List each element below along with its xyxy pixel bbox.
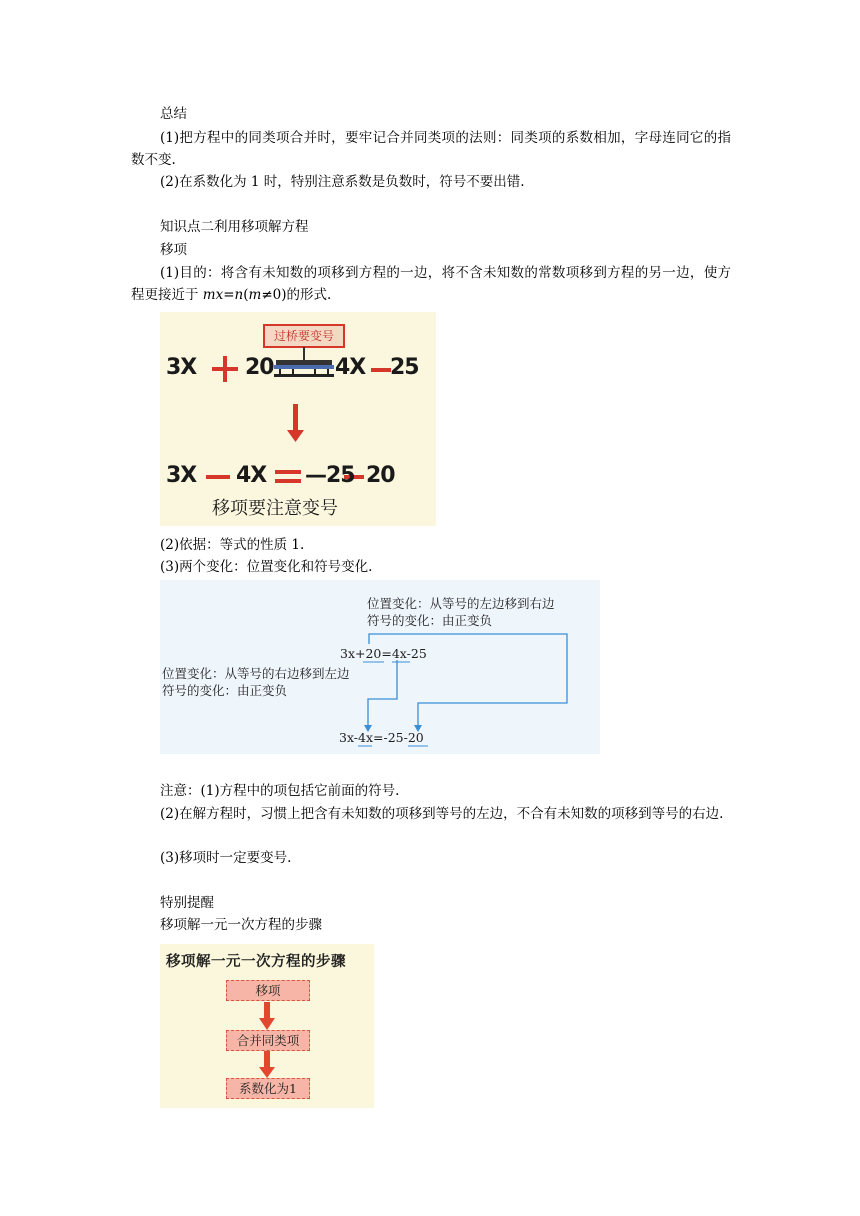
note-1: 注意：(1)方程中的项包括它前面的符号. [160, 783, 400, 799]
changes-line: (3)两个变化：位置变化和符号变化. [160, 559, 373, 575]
kp2-subheading: 移项 [160, 242, 187, 258]
diagram-equation-bottom: 3x-4x=-25-20 [339, 730, 424, 745]
left-sign-change: 符号的变化：由正变负 [162, 683, 288, 698]
note-3: (3)移项时一定要变号. [160, 850, 292, 866]
flow-step-combine: 合并同类项 [226, 1030, 310, 1051]
flowchart-title: 移项解一元一次方程的步骤 [166, 954, 346, 970]
equation-top-4x: 4X [335, 355, 366, 380]
diagram-equation-top: 3x+20=4x-25 [340, 646, 427, 661]
summary-paragraph-2: (2)在系数化为 1 时，特别注意系数是负数时，符号不要出错. [160, 174, 525, 190]
note-2: (2)在解方程时，习惯上把含有未知数的项移到等号的左边，不合有未知数的项移到等号的右边. [160, 806, 724, 822]
transposition-change-diagram [160, 580, 600, 754]
equation-top-20: 20 [245, 355, 274, 380]
kp2-purpose: (1)目的：将含有未知数的项移到方程的一边，将不含未知数的常数项移到方程的另一边，使方程更接近于 mx=n(m≠0)的形式. [131, 265, 731, 303]
left-position-change: 位置变化：从等号的右边移到左边 [162, 666, 350, 681]
equation-bottom-25: —25 [305, 463, 355, 488]
basis-line: (2)依据：等式的性质 1. [160, 537, 305, 553]
balance-scale-figure [160, 312, 436, 526]
balance-scale-caption: 移项要注意变号 [212, 498, 338, 519]
equation-bottom-20: 20 [366, 463, 395, 488]
reminder-heading: 特别提醒 [160, 895, 214, 911]
summary-heading: 总结 [160, 106, 187, 122]
steps-flowchart [160, 944, 374, 1108]
equation-bottom-4x: 4X [236, 463, 267, 488]
bridge-sign-label: 过桥要变号 [273, 329, 334, 343]
top-position-change: 位置变化：从等号的左边移到右边 [367, 596, 555, 611]
kp2-heading: 知识点二利用移项解方程 [160, 219, 309, 235]
flow-step-transpose: 移项 [226, 980, 310, 1001]
equation-top-25: 25 [390, 355, 419, 380]
reminder-subheading: 移项解一元一次方程的步骤 [160, 917, 322, 933]
equation-top-3x: 3X [166, 355, 197, 380]
summary-paragraph-1: (1)把方程中的同类项合并时，要牢记合并同类项的法则：同类项的系数相加，字母连同它的指数不变. [131, 130, 731, 168]
flow-step-coefficient: 系数化为1 [226, 1078, 310, 1099]
top-sign-change: 符号的变化：由正变负 [367, 613, 493, 628]
equation-bottom-3x: 3X [166, 463, 197, 488]
